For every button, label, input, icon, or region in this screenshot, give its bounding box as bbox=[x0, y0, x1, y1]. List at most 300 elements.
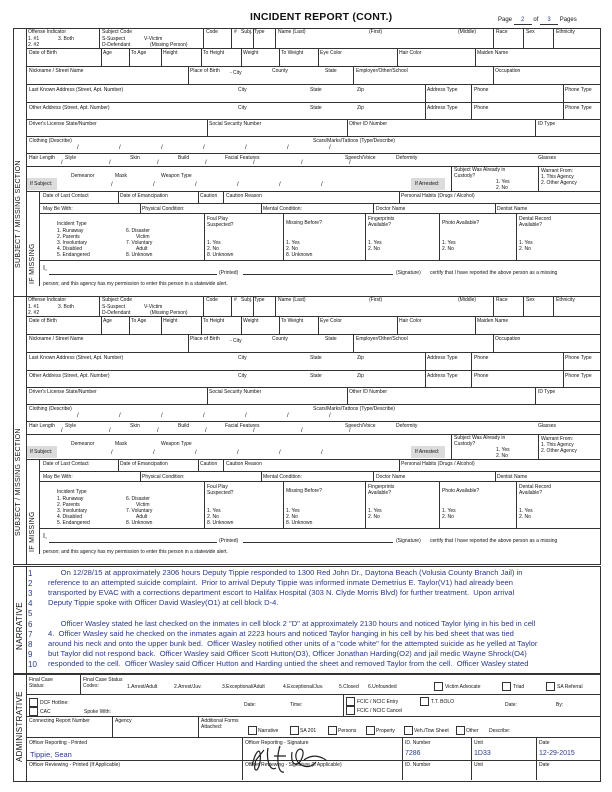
rule bbox=[161, 316, 162, 334]
missing-before-no: 2. No bbox=[286, 246, 298, 252]
rule bbox=[283, 213, 284, 260]
rule bbox=[318, 48, 319, 66]
scars-label: Scars/Marks/Tattoos (Type/Describe) bbox=[313, 138, 395, 144]
rule bbox=[275, 296, 276, 316]
other-agency-label: 2. Other Agency bbox=[541, 180, 577, 186]
narrative-line-number: 6 bbox=[28, 619, 33, 629]
if-missing-title: IF MISSING bbox=[29, 243, 36, 284]
doctor-name-label: Doctor Name bbox=[376, 474, 406, 480]
address-type-label: Address Type bbox=[427, 355, 458, 361]
other-id-label: Other ID Number bbox=[349, 389, 388, 395]
to-height-label: To Height bbox=[203, 318, 225, 324]
if-subject-label: If Subject: bbox=[30, 449, 53, 455]
id-type-label: ID Type bbox=[538, 121, 556, 127]
rule bbox=[231, 28, 232, 48]
city-label: City bbox=[238, 355, 247, 361]
printed-label: (Printed) bbox=[219, 538, 239, 544]
certify-i-label: I, bbox=[43, 265, 47, 272]
form-checkbox[interactable] bbox=[290, 726, 299, 735]
photo-no: 2. No bbox=[442, 514, 454, 520]
if-arrested-label: If Arrested: bbox=[415, 181, 440, 187]
rule bbox=[241, 48, 242, 66]
rule bbox=[26, 387, 600, 388]
name-last-label: Name (Last) bbox=[278, 297, 306, 303]
rule bbox=[347, 387, 348, 404]
fcic-entry-label: FCIC / NCIC Entry bbox=[357, 699, 399, 705]
rule bbox=[26, 421, 600, 422]
dental-no: 2. No bbox=[519, 246, 531, 252]
slash-divider: / bbox=[329, 413, 331, 419]
narrative-line-text: 4. Officer Wasley said he checked on the inmates again at 2223 hours and noticed Taylor hanging in his cell by his bed sheet that was tied bbox=[48, 628, 514, 638]
code-label: Code bbox=[206, 297, 218, 303]
last-known-address-label: Last Known Address (Street, Apt. Number) bbox=[29, 87, 124, 93]
hair-color-label: Hair Color bbox=[399, 50, 422, 56]
fingerprints-no: 2. No bbox=[368, 514, 380, 520]
ethnicity-label: Ethnicity bbox=[556, 29, 575, 35]
rule bbox=[204, 481, 205, 528]
narrative-line-text: reference to an attempted suicide complaint. Prior to arrival Deputy Tippie was informed inmate Demetrius E. Taylor(V1) had already been bbox=[48, 578, 513, 588]
rule bbox=[279, 316, 280, 334]
rule bbox=[365, 481, 366, 528]
rule bbox=[373, 471, 374, 481]
s-suspect-label: S-Suspect bbox=[102, 304, 126, 310]
age-label: Age bbox=[103, 50, 112, 56]
it-involuntary: 3. Involuntary bbox=[57, 240, 88, 246]
phone-label: Phone bbox=[474, 355, 489, 361]
slash-divider: / bbox=[287, 145, 289, 151]
cac-checkbox[interactable] bbox=[29, 707, 38, 716]
scars-label: Scars/Marks/Tattoos (Type/Describe) bbox=[313, 406, 395, 412]
slash-divider: / bbox=[287, 413, 289, 419]
to-weight-label: To Weight bbox=[281, 50, 304, 56]
form-checkbox[interactable] bbox=[456, 726, 465, 735]
rule bbox=[553, 296, 554, 316]
rule bbox=[538, 166, 539, 191]
fcic-entry-checkbox[interactable] bbox=[346, 697, 355, 706]
officer-unit-value: 1D33 bbox=[474, 750, 491, 757]
warrant-from-label: Warrant From: bbox=[541, 168, 574, 174]
city-label: City bbox=[238, 87, 247, 93]
build-label: Build bbox=[178, 155, 190, 161]
phone-type-label: Phone Type bbox=[565, 87, 592, 93]
certify-label: certify that I have reported the above person as a missing bbox=[430, 270, 558, 276]
state-label-3: State bbox=[310, 373, 322, 379]
rule bbox=[471, 352, 472, 370]
slash-divider: / bbox=[321, 182, 323, 188]
slash-divider: / bbox=[111, 182, 113, 188]
style-label: Style bbox=[65, 423, 77, 429]
last-contact-label: Date of Last Contact bbox=[43, 461, 89, 467]
incident-type-label: Incident Type bbox=[57, 221, 87, 227]
other-address-label: Other Address (Street, Apt. Number) bbox=[29, 105, 110, 111]
rule bbox=[475, 48, 476, 66]
hash-label: # bbox=[234, 297, 237, 303]
place-of-birth-label: Place of Birth bbox=[190, 336, 220, 342]
rule bbox=[553, 28, 554, 48]
if-missing-title: IF MISSING bbox=[29, 511, 36, 552]
slash-divider: / bbox=[279, 182, 281, 188]
place-of-birth-label: Place of Birth bbox=[190, 68, 220, 74]
personal-habits-label: Personal Habits (Drugs / Alcohol) bbox=[401, 461, 475, 467]
missing-person-label: (Missing Person) bbox=[150, 42, 188, 48]
weight-label: Weight bbox=[243, 318, 259, 324]
status-code-option[interactable]: 6.Unfounded bbox=[368, 684, 397, 690]
rule bbox=[188, 66, 189, 84]
form-checkbox[interactable] bbox=[248, 726, 257, 735]
tt-bolo-checkbox[interactable] bbox=[420, 697, 429, 706]
narrative-line-number: 9 bbox=[28, 649, 33, 659]
triad-checkbox[interactable] bbox=[502, 682, 511, 691]
narrative-line-text: transported by EVAC with a corrections department escort to Halifax Hospital (303 N. Clyde Morris Blvd) for further treatment. Upon arrival bbox=[48, 588, 515, 598]
rule bbox=[26, 370, 600, 371]
fingerprints-label: Fingerprints Available? bbox=[368, 216, 395, 228]
form-label: Other bbox=[466, 728, 479, 734]
it-voluntary: 7. Voluntary bbox=[126, 508, 153, 514]
rule bbox=[275, 28, 276, 48]
phone-type-label-2: Phone Type bbox=[565, 373, 592, 379]
rule bbox=[26, 136, 600, 137]
if-subject-label: If Subject: bbox=[30, 181, 53, 187]
page-label: Page bbox=[498, 17, 513, 23]
rule bbox=[201, 316, 202, 334]
foul-play-label: Foul Play Suspected? bbox=[207, 216, 234, 228]
height-label: Height bbox=[163, 50, 178, 56]
may-be-with-label: May Be With: bbox=[43, 474, 73, 480]
it-endangered: 5. Endangered bbox=[57, 252, 90, 258]
form-label: Property bbox=[376, 728, 395, 734]
slash-divider: / bbox=[61, 428, 63, 434]
slash-divider: / bbox=[161, 145, 163, 151]
officer-date-value: 12-29-2015 bbox=[539, 750, 575, 757]
foul-play-no: 2. No bbox=[207, 246, 219, 252]
v-victim-label: V-Victim bbox=[144, 304, 163, 310]
it-parents: 2. Parents bbox=[57, 234, 80, 240]
first-label: (First) bbox=[369, 297, 383, 303]
form-checkbox[interactable] bbox=[328, 726, 337, 735]
narrative-line-text: but Taylor did not respond back. Officer Wasley said Officer Scott Hutton(O3), Officer Jonathan Harding(O2) and jail medic Wayne Shrock(O4) bbox=[48, 648, 527, 658]
slash-divider: / bbox=[349, 160, 351, 166]
narrative-line-text: responded to the cell. Officer Wasley said Officer Hutton and Harding untied the sheet and removed Taylor from the cell. Officer Wasley stated bbox=[48, 658, 529, 668]
officer-reporting-label: Officer Reporting - Printed bbox=[29, 740, 87, 746]
occupation-label: Occupation bbox=[495, 336, 521, 342]
facial-features-label: Facial Features bbox=[225, 155, 260, 161]
pob-city-label: - City bbox=[230, 338, 242, 344]
clothing-label: Clothing (Describe) bbox=[29, 138, 72, 144]
slash-divider: / bbox=[237, 450, 239, 456]
rule bbox=[279, 48, 280, 66]
name-last-label: Name (Last) bbox=[278, 29, 306, 35]
rule bbox=[26, 459, 600, 460]
fingerprints-label: Fingerprints Available? bbox=[368, 484, 395, 496]
other-id-label: Other ID Number bbox=[349, 121, 388, 127]
this-agency-label: 1. This Agency bbox=[541, 174, 574, 180]
narrative-line-text: Deputy Tippie spoke with Officer David Wasley(O1) at cell block D-4. bbox=[48, 598, 279, 608]
opt-2-label: 2. #2 bbox=[28, 310, 40, 316]
hair-length-label: Hair Length bbox=[29, 155, 55, 161]
mask-label: Mask bbox=[115, 441, 127, 447]
rule bbox=[243, 542, 393, 543]
narrative-line-number: 4 bbox=[28, 599, 33, 609]
certify-label: certify that I have reported the above person as a missing bbox=[430, 538, 558, 544]
rule bbox=[425, 102, 426, 119]
slash-divider: / bbox=[245, 413, 247, 419]
fingerprints-yes: 1. Yes bbox=[368, 508, 382, 514]
spoke-with-label: Spoke With: bbox=[84, 709, 111, 715]
d-defendant-label: D-Defendant bbox=[102, 310, 131, 316]
photo-yes: 1. Yes bbox=[442, 508, 456, 514]
narrative-line-text: around his neck and onto the upper bunk bed. Officer Wasley notified other units of a "code white" for the attempted suicide as he yelled at Taylor bbox=[48, 638, 538, 648]
mental-condition-label: Mental Condition: bbox=[263, 474, 302, 480]
id-type-label: ID Type bbox=[538, 389, 556, 395]
additional-forms-label: Additional Forms Attached: bbox=[201, 718, 239, 730]
rule bbox=[493, 66, 494, 84]
of-label: of bbox=[533, 17, 539, 23]
style-label: Style bbox=[65, 155, 77, 161]
opt-2-label: 2. #2 bbox=[28, 42, 40, 48]
custody-no-label: 2. No bbox=[496, 185, 508, 191]
reviewing-id-label: ID. Number bbox=[405, 762, 431, 768]
rule bbox=[207, 387, 208, 404]
rule bbox=[516, 481, 517, 528]
form-checkbox[interactable] bbox=[366, 726, 375, 735]
bolo-by-label: By: bbox=[556, 702, 564, 708]
rule bbox=[198, 459, 199, 471]
zip-label-2: Zip bbox=[357, 373, 364, 379]
slash-divider: / bbox=[109, 160, 111, 166]
rule bbox=[223, 459, 224, 471]
height-label: Height bbox=[163, 318, 178, 324]
rule bbox=[101, 316, 102, 334]
dcf-hotline-checkbox[interactable] bbox=[29, 698, 38, 707]
other-agency-label: 2. Other Agency bbox=[541, 448, 577, 454]
dental-no: 2. No bbox=[519, 514, 531, 520]
pob-city-label: - City bbox=[230, 70, 242, 76]
state-label: State bbox=[325, 68, 337, 74]
rule bbox=[101, 48, 102, 66]
missing-before-label: Missing Before? bbox=[286, 220, 322, 226]
rule bbox=[140, 203, 141, 213]
rule bbox=[26, 153, 600, 154]
rule bbox=[39, 203, 600, 204]
slash-divider: / bbox=[61, 160, 63, 166]
phone-label-2: Phone bbox=[474, 105, 489, 111]
rule bbox=[26, 48, 600, 49]
slash-divider: / bbox=[77, 413, 79, 419]
maiden-name-label: Maiden Name bbox=[477, 50, 509, 56]
status-code-option[interactable]: 2.Arrest/Juv. bbox=[174, 684, 202, 690]
rule bbox=[49, 274, 217, 275]
zip-label: Zip bbox=[357, 355, 364, 361]
city-label-2: City bbox=[238, 105, 247, 111]
rule bbox=[39, 191, 40, 286]
glasses-label: Glasses bbox=[538, 423, 557, 429]
victim-advocate-label: Victim Advocate bbox=[445, 684, 481, 690]
sex-label: Sex bbox=[526, 297, 535, 303]
rule bbox=[475, 316, 476, 334]
rule bbox=[243, 274, 393, 275]
rule bbox=[223, 191, 224, 203]
slash-divider: / bbox=[77, 145, 79, 151]
address-type-label: Address Type bbox=[427, 87, 458, 93]
status-code-option[interactable]: 5.Closed bbox=[339, 684, 359, 690]
race-label: Race bbox=[496, 297, 508, 303]
slash-divider: / bbox=[119, 145, 121, 151]
rule bbox=[198, 191, 199, 203]
status-code-option[interactable]: 4.Exceptional/Juv. bbox=[283, 684, 324, 690]
rule bbox=[26, 352, 600, 353]
first-label: (First) bbox=[369, 29, 383, 35]
fingerprints-yes: 1. Yes bbox=[368, 240, 382, 246]
pages-label: Pages bbox=[559, 17, 577, 23]
rule bbox=[397, 48, 398, 66]
certify-continued-label: person; and this agency has my permission to enter this person in a statewide alert. bbox=[43, 281, 228, 287]
rule bbox=[439, 481, 440, 528]
it-runaway: 1. Runaway bbox=[57, 496, 84, 502]
id-number-label: ID. Number bbox=[405, 740, 431, 746]
describe-label: Describe: bbox=[489, 728, 511, 734]
build-label: Build bbox=[178, 423, 190, 429]
sa-referral-checkbox[interactable] bbox=[546, 682, 555, 691]
photo-no: 2. No bbox=[442, 246, 454, 252]
rule bbox=[471, 84, 472, 102]
hash-label: # bbox=[234, 29, 237, 35]
status-code-option[interactable]: 3.Exceptional/Adult bbox=[222, 684, 265, 690]
rule bbox=[495, 471, 496, 481]
address-type-label-2: Address Type bbox=[427, 373, 458, 379]
rule bbox=[397, 316, 398, 334]
rule bbox=[26, 296, 27, 564]
rule bbox=[129, 48, 130, 66]
it-unknown: 8. Unknown bbox=[126, 520, 153, 526]
ssn-label: Social Security Number bbox=[209, 389, 262, 395]
printed-label: (Printed) bbox=[219, 270, 239, 276]
code-label: Code bbox=[206, 29, 218, 35]
officer-signature-label: Officer Reporting - Signature bbox=[245, 740, 309, 746]
rule bbox=[523, 28, 524, 48]
rule bbox=[207, 119, 208, 136]
slash-divider: / bbox=[245, 145, 247, 151]
rule bbox=[318, 316, 319, 334]
foul-play-label: Foul Play Suspected? bbox=[207, 484, 234, 496]
rule bbox=[365, 213, 366, 260]
certify-i-label: I, bbox=[43, 533, 47, 540]
missing-before-unknown: 8. Unknown bbox=[286, 520, 313, 526]
slash-divider: / bbox=[301, 428, 303, 434]
it-adult: Adult bbox=[136, 514, 148, 520]
county-label: County bbox=[272, 336, 288, 342]
address-type-label-2: Address Type bbox=[427, 105, 458, 111]
victim-advocate-checkbox[interactable] bbox=[434, 682, 443, 691]
opt-1-label: 1. #1 bbox=[28, 36, 40, 42]
to-age-label: To Age bbox=[131, 318, 147, 324]
rule bbox=[439, 213, 440, 260]
officer-name-value: Tippie, Sean bbox=[30, 750, 72, 759]
incident-type-label: Incident Type bbox=[57, 489, 87, 495]
fcic-cancel-checkbox[interactable] bbox=[346, 706, 355, 715]
officer-id-value: 7286 bbox=[405, 750, 421, 757]
glasses-label: Glasses bbox=[538, 155, 557, 161]
rule bbox=[451, 166, 452, 191]
opt-both-label: 3. Both bbox=[58, 36, 74, 42]
missing-person-label: (Missing Person) bbox=[150, 310, 188, 316]
sa-referral-label: SA Referral bbox=[557, 684, 583, 690]
date-label: Date bbox=[539, 740, 550, 746]
middle-label: (Middle) bbox=[458, 297, 477, 303]
status-code-option[interactable]: 1.Arrest/Adult bbox=[127, 684, 158, 690]
rule bbox=[201, 48, 202, 66]
rule bbox=[26, 66, 600, 67]
dentist-name-label: Dentist Name bbox=[497, 474, 528, 480]
rule bbox=[563, 102, 564, 119]
hair-length-label: Hair Length bbox=[29, 423, 55, 429]
it-disaster: 6. Disaster bbox=[126, 228, 150, 234]
slash-divider: / bbox=[329, 145, 331, 151]
city-label-2: City bbox=[238, 373, 247, 379]
rule bbox=[161, 48, 162, 66]
rule bbox=[26, 84, 600, 85]
rule bbox=[535, 387, 536, 404]
triad-label: Triad bbox=[513, 684, 525, 690]
it-unknown: 8. Unknown bbox=[126, 252, 153, 258]
it-endangered: 5. Endangered bbox=[57, 520, 90, 526]
photo-label: Photo Available? bbox=[442, 220, 480, 226]
doctor-name-label: Doctor Name bbox=[376, 206, 406, 212]
it-involuntary: 3. Involuntary bbox=[57, 508, 88, 514]
dcf-date-label: Date: bbox=[244, 702, 256, 708]
rule bbox=[118, 191, 119, 203]
maiden-name-label: Maiden Name bbox=[477, 318, 509, 324]
phone-type-label: Phone Type bbox=[565, 355, 592, 361]
rule bbox=[26, 316, 600, 317]
dental-yes: 1. Yes bbox=[519, 240, 533, 246]
slash-divider: / bbox=[153, 450, 155, 456]
slash-divider: / bbox=[301, 160, 303, 166]
offense-indicator-label: Offense Indicator bbox=[28, 297, 66, 303]
rule bbox=[188, 334, 189, 352]
rule bbox=[39, 528, 600, 529]
slash-divider: / bbox=[253, 160, 255, 166]
rule bbox=[99, 28, 100, 48]
it-disaster: 6. Disaster bbox=[126, 496, 150, 502]
it-disabled: 4. Disabled bbox=[57, 514, 83, 520]
nickname-label: Nickname / Street Name bbox=[29, 68, 84, 74]
page-total: 3 bbox=[540, 17, 558, 25]
rule bbox=[563, 84, 564, 102]
rule bbox=[99, 296, 100, 316]
phone-label: Phone bbox=[474, 87, 489, 93]
rule bbox=[204, 213, 205, 260]
rule bbox=[538, 434, 539, 459]
slash-divider: / bbox=[203, 145, 205, 151]
photo-yes: 1. Yes bbox=[442, 240, 456, 246]
missing-before-no: 2. No bbox=[286, 514, 298, 520]
rule bbox=[26, 334, 600, 335]
deformity-label: Deformity bbox=[396, 423, 418, 429]
form-checkbox[interactable] bbox=[404, 726, 413, 735]
opt-1-label: 1. #1 bbox=[28, 304, 40, 310]
subject-section-2 bbox=[13, 296, 600, 564]
rule bbox=[493, 28, 494, 48]
photo-label: Photo Available? bbox=[442, 488, 480, 494]
rule bbox=[26, 404, 600, 405]
rule bbox=[353, 66, 354, 84]
dl-state-label: Driver's License State/Number bbox=[29, 389, 97, 395]
slash-divider: / bbox=[195, 450, 197, 456]
signature-label: (Signature) bbox=[396, 270, 421, 276]
rule bbox=[26, 102, 600, 103]
rule bbox=[231, 296, 232, 316]
may-be-with-label: May Be With: bbox=[43, 206, 73, 212]
